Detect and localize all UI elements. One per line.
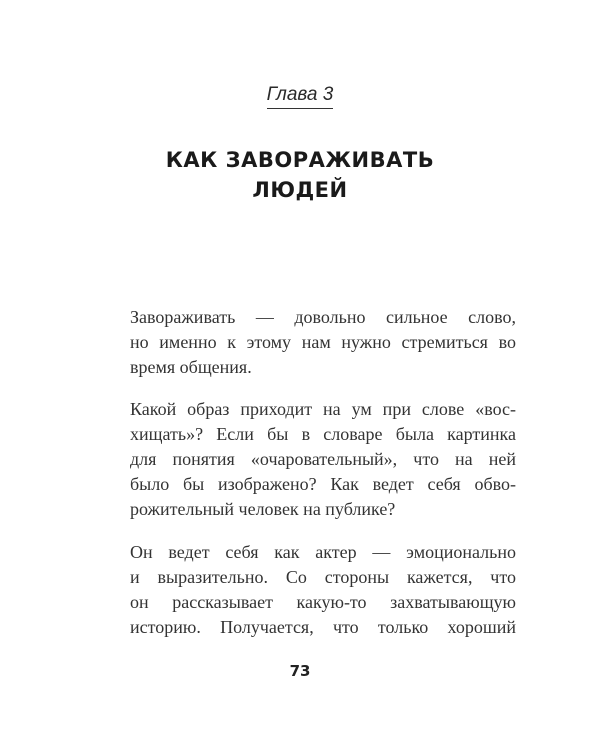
chapter-title: [0, 145, 600, 205]
title-line: ЛЮДЕЙ: [252, 178, 348, 202]
chapter-label-text: Глава 3: [267, 84, 334, 109]
text-line: было бы изображено? Как ведет себя обво-: [130, 474, 516, 494]
text-line: он рассказывает какую-то захватывающую: [130, 592, 516, 612]
title-line: КАК ЗАВОРАЖИВАТЬ: [165, 148, 435, 172]
text-line: Какой образ приходит на ум при слове «вос-: [130, 399, 516, 419]
text-line: и выразительно. Со стороны кажется, что: [130, 567, 516, 587]
text-line: для понятия «очаровательный», что на ней: [130, 449, 516, 469]
page-number: 73: [289, 662, 311, 680]
text-line: историю. Получается, что только хороший: [130, 617, 516, 637]
text-line: хищать»? Если бы в словаре была картинка: [130, 424, 516, 444]
text-line: но именно к этому нам нужно стремиться во: [130, 332, 516, 352]
chapter-label: [0, 84, 600, 106]
text-line: Завораживать — довольно сильное слово,: [130, 307, 516, 327]
paragraph-1: [130, 305, 516, 380]
text-line: время общения.: [130, 357, 252, 377]
text-line: рожительный человек на публике?: [130, 499, 396, 519]
text-line: Он ведет себя как актер — эмоционально: [130, 542, 516, 562]
paragraph-3: [130, 540, 516, 640]
paragraph-2: [130, 397, 516, 522]
